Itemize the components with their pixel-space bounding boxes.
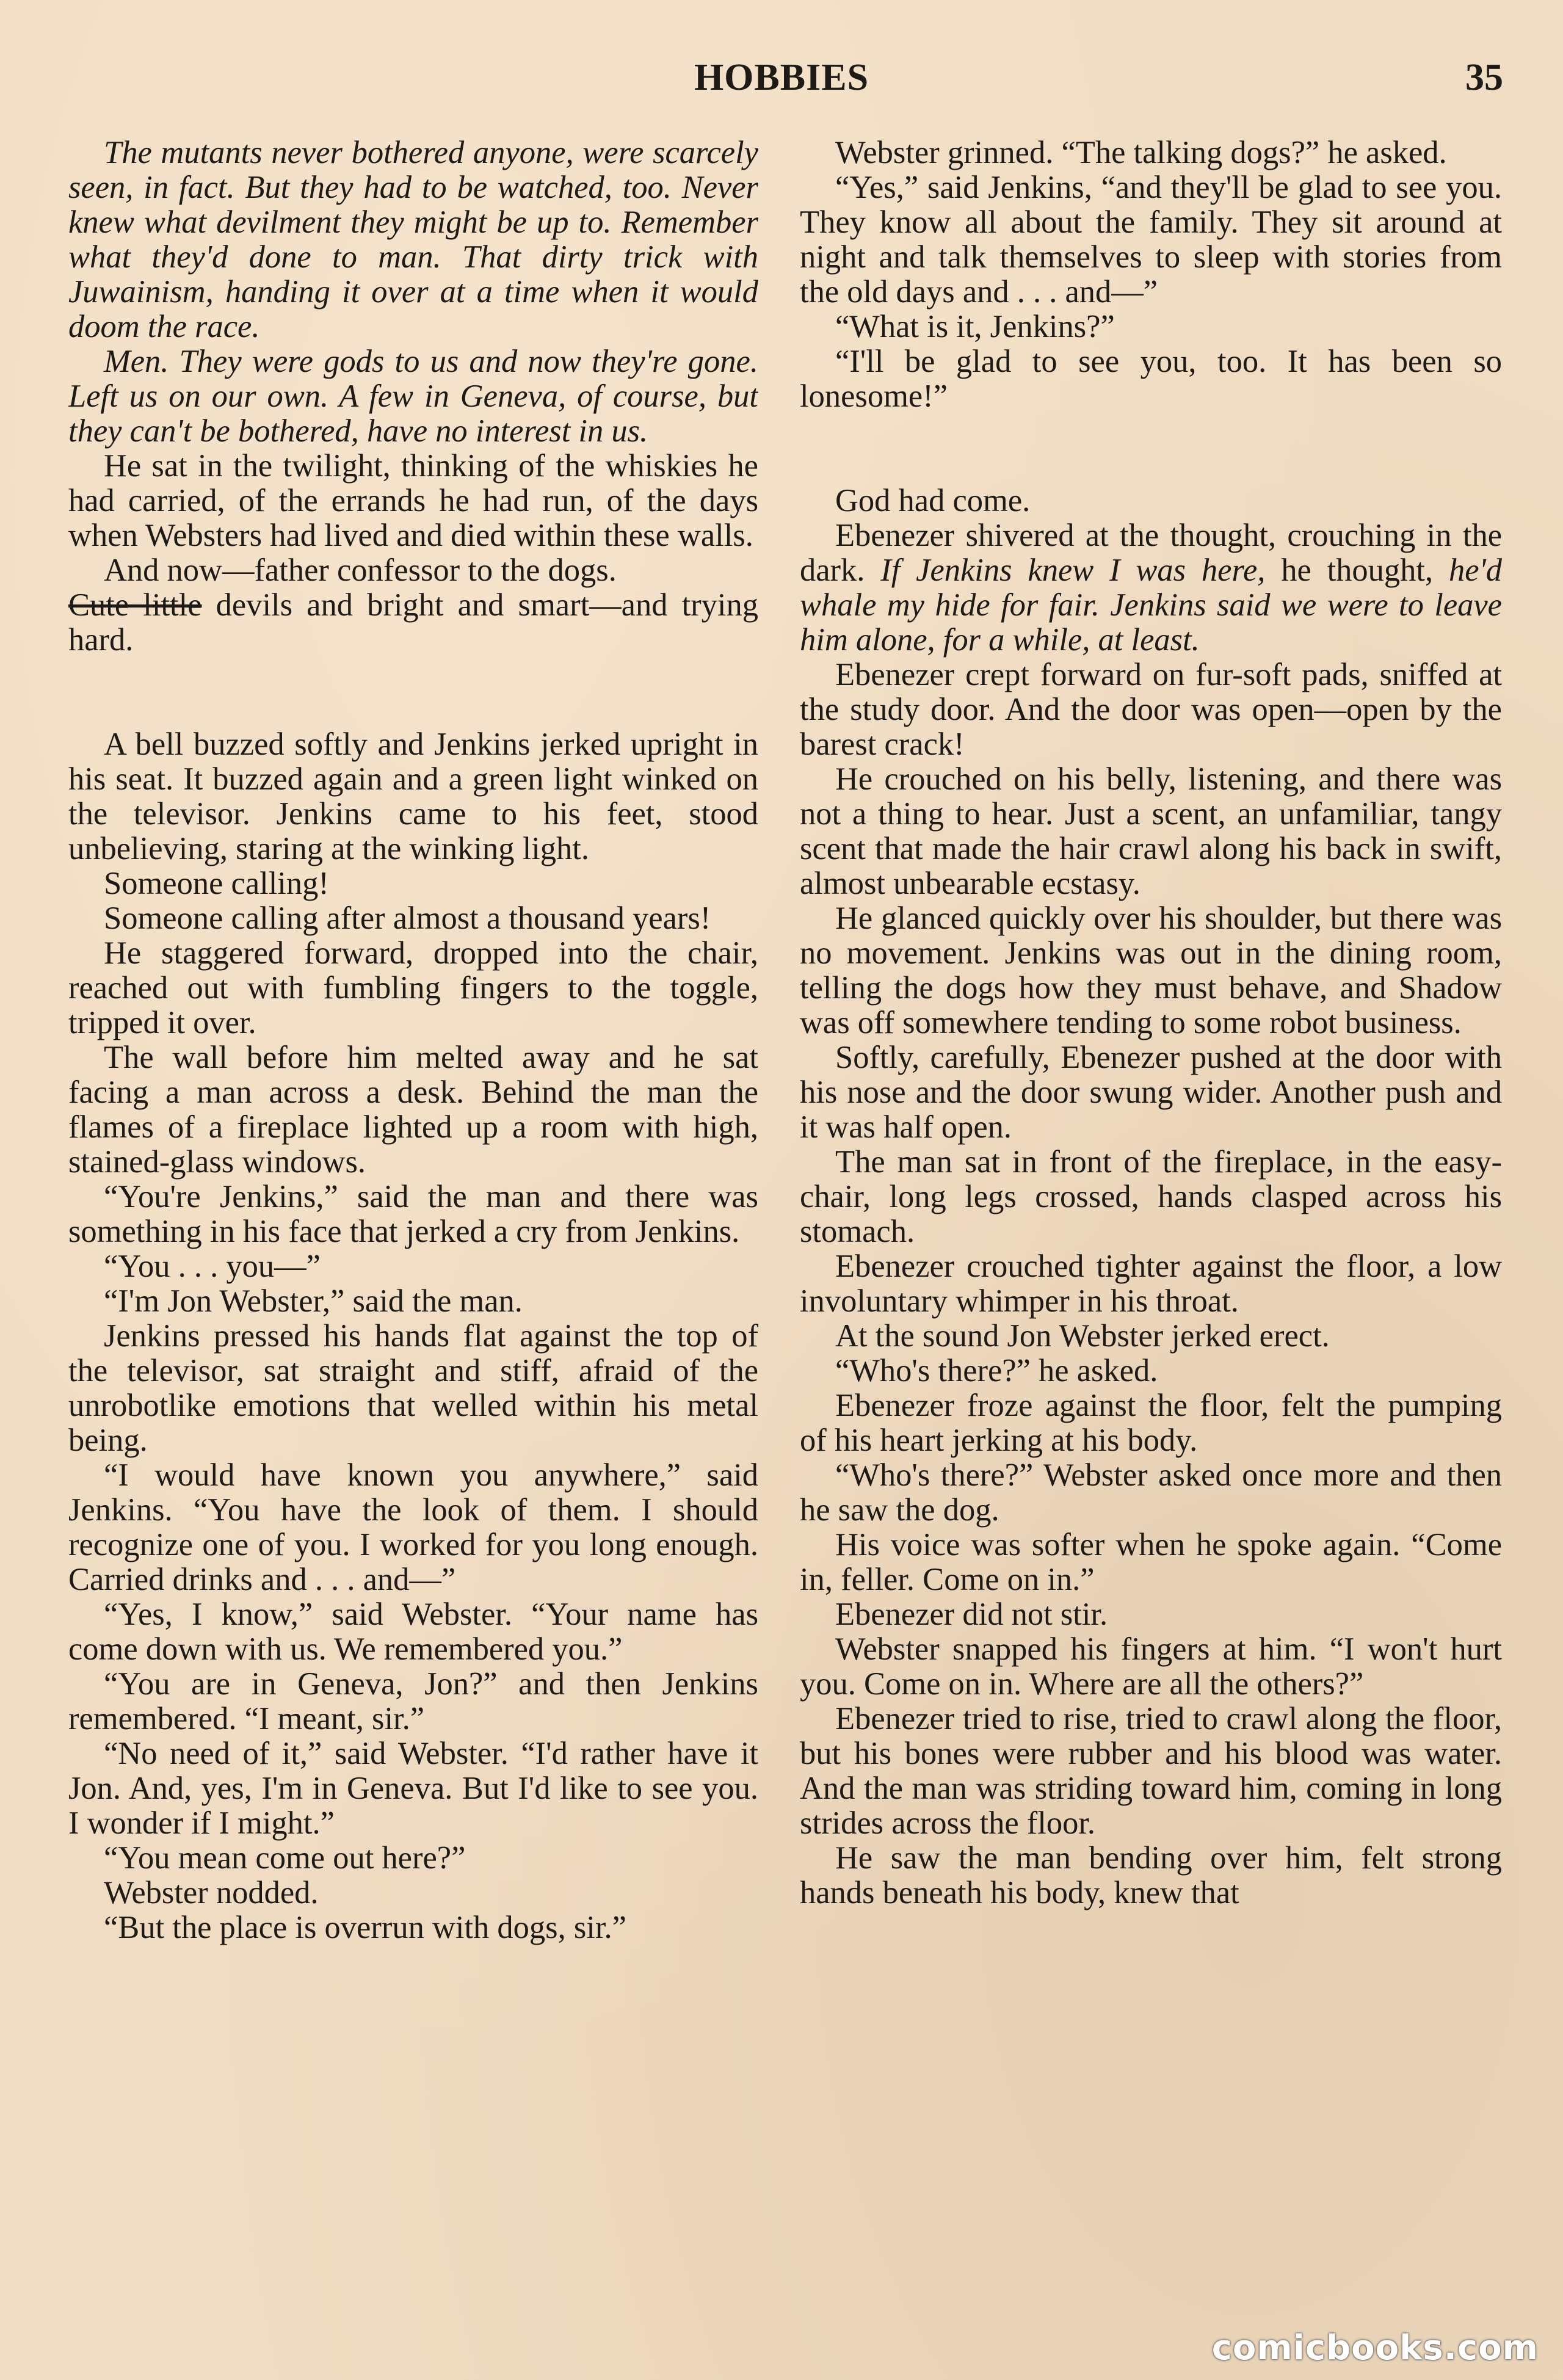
paragraph: [800, 518, 1502, 658]
paragraph: Ebenezer crept forward on fur-soft pads, sniffed at the study door. And the door was open—open by the barest crack!: [800, 657, 1502, 762]
paragraph: “I'm Jon Webster,” said the man.: [104, 1283, 523, 1319]
paragraph: Ebenezer crouched tighter against the floor, a low involuntary whimper in his throat.: [800, 1249, 1502, 1319]
paragraph: Ebenezer tried to rise, tried to crawl along the floor, but his bones were rubber and his blood was water. And the man was striding toward him, coming in long strides across the floor.: [800, 1701, 1502, 1841]
paragraph: Ebenezer froze against the floor, felt the pumping of his heart jerking at his body.: [800, 1388, 1502, 1458]
paragraph: “I'll be glad to see you, too. It has been so lonesome!”: [800, 344, 1502, 414]
paragraph: Someone calling!: [104, 866, 329, 901]
paragraph: He sat in the twilight, thinking of the whiskies he had carried, of the errands he had run, of the days when Websters had lived and died within these walls.: [68, 448, 758, 553]
paragraph: The man sat in front of the fireplace, in the easy-chair, long legs crossed, hands clasped across his stomach.: [800, 1144, 1502, 1249]
paragraph: He glanced quickly over his shoulder, but there was no movement. Jenkins was out in the dining room, telling the dogs how they must behave, and Shadow was off somewhere tending to some robot business.: [800, 901, 1502, 1040]
section-break: [68, 658, 758, 727]
paragraph-text: devils and bright and smart—and trying hard.: [68, 587, 758, 658]
paragraph: “Yes, I know,” said Webster. “Your name has come down with us. We remembered you.”: [68, 1597, 758, 1667]
paragraph: “You . . . you—”: [104, 1249, 321, 1284]
paragraph: [68, 553, 758, 658]
paragraph: He staggered forward, dropped into the chair, reached out with fumbling fingers to the toggle, tripped it over.: [68, 935, 758, 1040]
section-break: [800, 414, 1502, 484]
paragraph: His voice was softer when he spoke again. “Come in, feller. Come on in.”: [800, 1527, 1502, 1597]
paragraph: “You mean come out here?”: [104, 1840, 466, 1876]
paragraph: The wall before him melted away and he sat facing a man across a desk. Behind the man the flames of a fireplace lighted up a room with high, stained-glass windows.: [68, 1040, 758, 1180]
paragraph-text: Ebenezer shivered at the thought, crouching in the dark.: [800, 518, 1502, 588]
page-header: [0, 56, 1563, 111]
paragraph: “I would have known you anywhere,” said Jenkins. “You have the look of them. I should recognize one of you. I worked for you long enough. Carried drinks and . . . and—”: [68, 1457, 758, 1597]
paragraph: “But the place is overrun with dogs, sir.”: [104, 1910, 626, 1945]
left-column: [68, 136, 758, 2334]
paragraph: “No need of it,” said Webster. “I'd rather have it Jon. And, yes, I'm in Geneva. But I'd like to see you. I wonder if I might.”: [68, 1736, 758, 1841]
paragraph: Softly, carefully, Ebenezer pushed at the door with his nose and the door swung wider. Another push and it was half open.: [800, 1040, 1502, 1145]
paragraph: “You are in Geneva, Jon?” and then Jenkins remembered. “I meant, sir.”: [68, 1666, 758, 1736]
paragraph: At the sound Jon Webster jerked erect.: [835, 1318, 1330, 1354]
paragraph: A bell buzzed softly and Jenkins jerked upright in his seat. It buzzed again and a green light winked on the televisor. Jenkins came to his feet, stood unbelieving, staring at the winking light.: [68, 727, 758, 866]
paragraph: Men. They were gods to us and now they're gone. Left us on our own. A few in Geneva, of course, but they can't be bothered, have no interest in us.: [68, 344, 758, 449]
watermark: comicbooks.com: [1211, 2328, 1539, 2368]
paragraph-text: And now—father confessor to the dogs.: [104, 553, 617, 588]
paragraph: He crouched on his belly, listening, and there was not a thing to hear. Just a scent, an unfamiliar, tangy scent that made the hair crawl along his back in swift, almost unbearable ecstasy.: [800, 761, 1502, 901]
paragraph: Webster snapped his fingers at him. “I won't hurt you. Come on in. Where are all the others?”: [800, 1631, 1502, 1702]
paragraph: “Who's there?” he asked.: [835, 1353, 1158, 1388]
paragraph: “Who's there?” Webster asked once more and then he saw the dog.: [800, 1457, 1502, 1528]
paragraph: Jenkins pressed his hands flat against the top of the televisor, sat straight and stiff, afraid of the unrobotlike emotions that welled within his metal being.: [68, 1318, 758, 1458]
running-head: HOBBIES: [694, 57, 869, 98]
paragraph-text: he thought,: [1265, 553, 1449, 588]
paragraph: “What is it, Jenkins?”: [835, 309, 1115, 344]
paragraph: Ebenezer did not stir.: [835, 1597, 1108, 1632]
paragraph: “You're Jenkins,” said the man and there was something in his face that jerked a cry from Jenkins.: [68, 1179, 758, 1249]
italic-text: he'd whale my hide for fair. Jenkins said we were to leave him alone, for a while, at least.: [800, 553, 1502, 658]
struck-text: Cute little: [68, 587, 202, 623]
paragraph: “Yes,” said Jenkins, “and they'll be glad to see you. They know all about the family. They sit around at night and talk themselves to sleep with stories from the old days and . . . and—”: [800, 170, 1502, 310]
paragraph: The mutants never bothered anyone, were scarcely seen, in fact. But they had to be watched, too. Never knew what devilment they might be up to. Remember what they'd done to man. That dirty trick with Juwainism, handing it over at a time when it would doom the race.: [68, 136, 758, 344]
paragraph: Webster grinned. “The talking dogs?” he asked.: [835, 136, 1447, 170]
italic-text: If Jenkins knew I was here,: [880, 553, 1266, 588]
paragraph: Someone calling after almost a thousand years!: [104, 901, 711, 936]
paragraph: Webster nodded.: [104, 1875, 319, 1910]
paragraph: He saw the man bending over him, felt strong hands beneath his body, knew that: [800, 1840, 1502, 1910]
paragraph: God had come.: [835, 483, 1031, 518]
right-column: [800, 136, 1502, 2334]
page-number: 35: [1465, 57, 1503, 98]
